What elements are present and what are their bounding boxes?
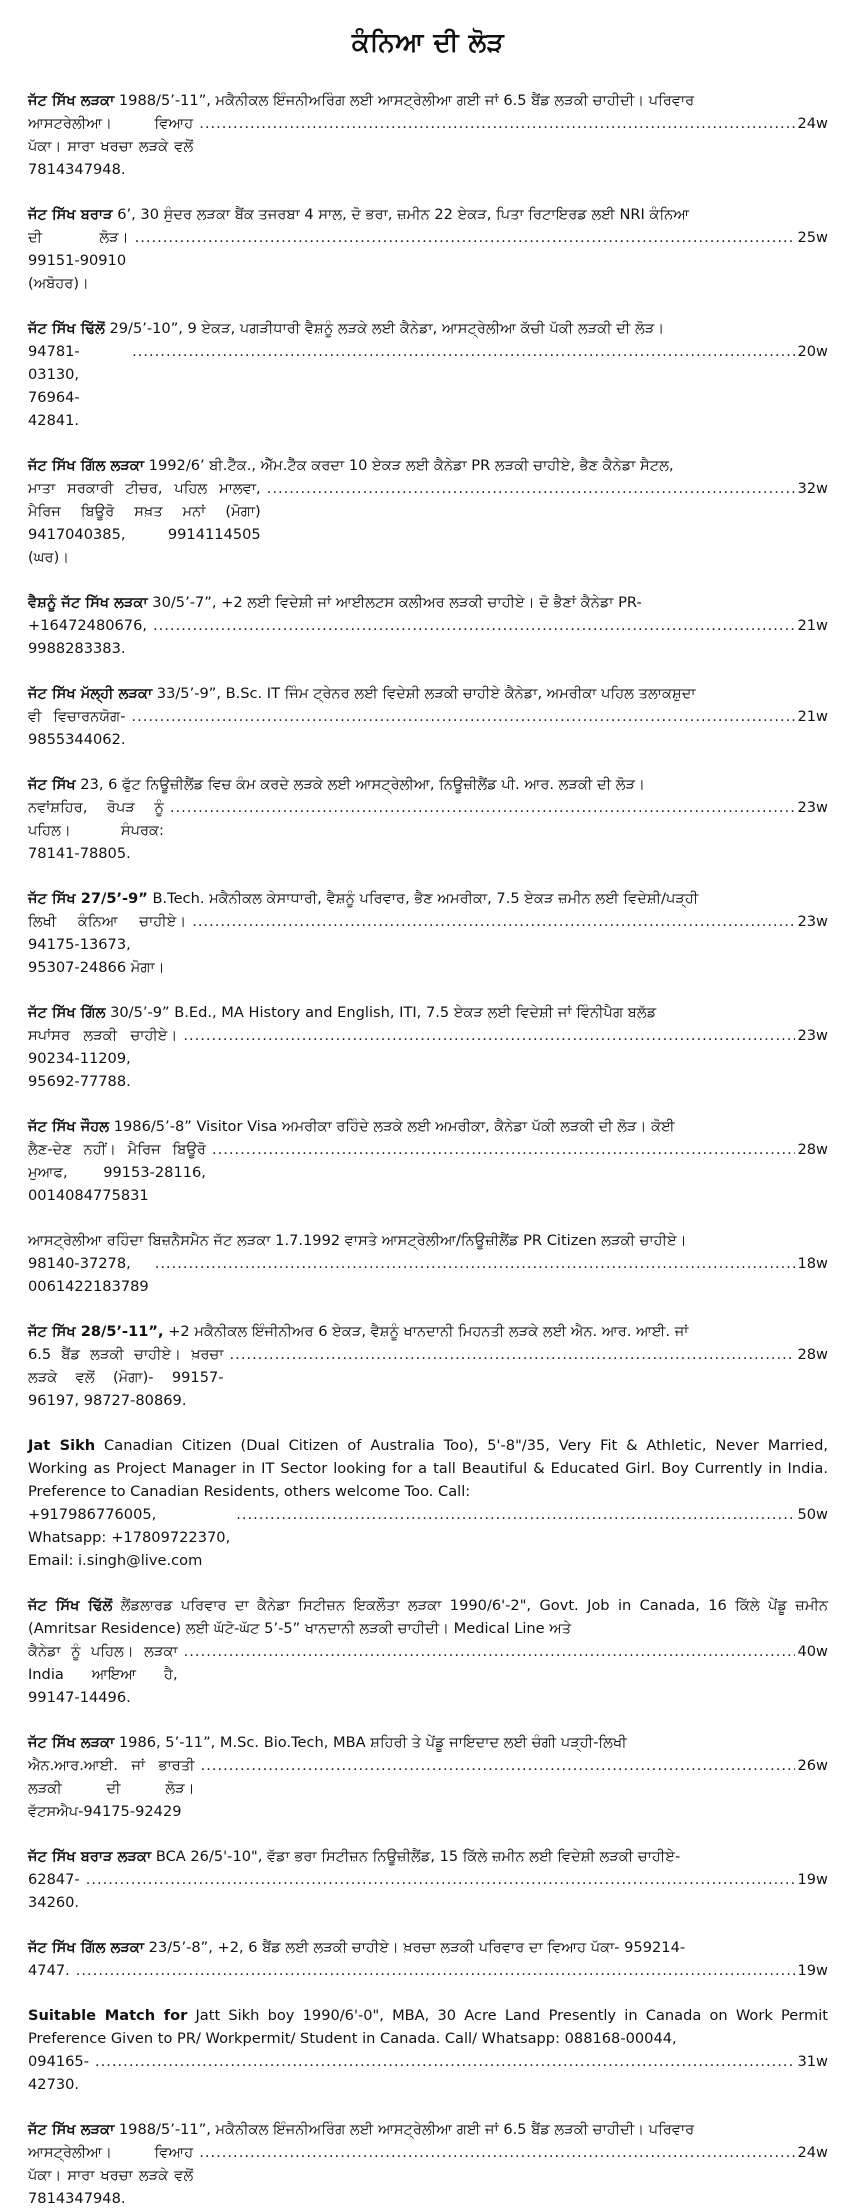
classified-ad xyxy=(28,1434,828,1572)
ad-footer xyxy=(28,910,828,979)
ad-code: 20w xyxy=(797,343,828,360)
ad-footer xyxy=(28,340,828,432)
dot-leader xyxy=(183,1024,795,1047)
ad-footer xyxy=(28,1754,828,1823)
ad-code: 26w xyxy=(797,1757,828,1774)
dot-leader xyxy=(236,1503,795,1526)
ad-text xyxy=(28,591,828,614)
classified-ad xyxy=(28,1731,828,1823)
ad-text xyxy=(28,317,828,340)
ad-contact: ਵੀ ਵਿਚਾਰਨਯੋਗ- 9855344062. xyxy=(28,708,131,748)
classified-ad xyxy=(28,1594,828,1709)
ad-lead: ਜੱਟ ਸਿੱਖ ਲੜਕਾ xyxy=(28,92,115,109)
dot-leader xyxy=(184,1640,796,1663)
ad-lead: ਜੱਟ ਸਿੱਖ ਬਰਾੜ xyxy=(28,206,113,223)
ad-code: 28w xyxy=(797,1141,828,1158)
ad-body: 30/5’-7”, +2 ਲਈ ਵਿਦੇਸ਼ੀ ਜਾਂ ਆਈਲਟਸ ਕਲੀਅਰ ਲੜਕੀ ਚਾਹੀਏ। ਦੋ ਭੈਣਾਂ ਕੈਨੇਡਾ PR- xyxy=(147,594,642,611)
dot-leader xyxy=(86,1868,796,1891)
ad-lead: ਜੱਟ ਸਿੱਖ 27/5’-9” xyxy=(28,890,148,907)
ad-contact: ਐਨ.ਆਰ.ਆਈ. ਜਾਂ ਭਾਰਤੀ ਲੜਕੀ ਦੀ ਲੋੜ। ਵੱਟਸਐਪ-94175-92429 xyxy=(28,1757,200,1820)
classified-ad xyxy=(28,454,828,569)
ad-footer xyxy=(28,1024,828,1093)
ad-code: 28w xyxy=(797,1346,828,1363)
dot-leader xyxy=(230,1343,796,1366)
ad-contact: +917986776005, Whatsapp: +17809722370, Email: i.singh@live.com xyxy=(28,1506,235,1569)
ad-text xyxy=(28,1936,828,1959)
ad-code: 21w xyxy=(797,617,828,634)
classified-ad xyxy=(28,1001,828,1093)
ad-contact: ਆਸਟਰੇਲੀਆ। ਵਿਆਹ ਪੱਕਾ। ਸਾਰਾ ਖਰਚਾ ਲੜਕੇ ਵਲੋਂ 7814347948. xyxy=(28,115,198,178)
classified-ad xyxy=(28,773,828,865)
ad-code: 24w xyxy=(797,2144,828,2161)
ad-contact: 98140-37278, 0061422183789 xyxy=(28,1255,149,1295)
dot-leader xyxy=(95,2050,796,2073)
classified-ad xyxy=(28,203,828,295)
ad-text xyxy=(28,454,828,477)
ad-contact: ਆਸਟ੍ਰੇਲੀਆ। ਵਿਆਹ ਪੱਕਾ। ਸਾਰਾ ਖਰਚਾ ਲੜਕੇ ਵਲੋਂ 7814347948. xyxy=(28,2144,198,2207)
ad-lead: ਜੱਟ ਸਿੱਖ ਬਰਾੜ ਲੜਕਾ xyxy=(28,1848,152,1865)
ad-footer xyxy=(28,614,828,660)
ad-body: B.Tech. ਮਕੈਨੀਕਲ ਕੇਸਾਧਾਰੀ, ਵੈਸ਼ਨੂੰ ਪਰਿਵਾਰ, ਭੈਣ ਅਮਰੀਕਾ, 7.5 ਏਕੜ ਜ਼ਮੀਨ ਲਈ ਵਿਦੇਸ਼ੀ/ਪੜ੍ਹੀ xyxy=(147,890,699,907)
ad-lead: ਵੈਸ਼ਨੂੰ ਜੱਟ ਸਿੱਖ ਲੜਕਾ xyxy=(28,594,148,611)
ad-code: 18w xyxy=(797,1255,828,1272)
ad-code: 25w xyxy=(797,229,828,246)
ad-text xyxy=(28,1594,828,1640)
dot-leader xyxy=(76,1959,796,1982)
ad-footer xyxy=(28,112,828,181)
classified-ad xyxy=(28,2004,828,2096)
dot-leader xyxy=(153,614,795,637)
ad-contact: 62847-34260. xyxy=(28,1871,80,1911)
ad-footer xyxy=(28,796,828,865)
ad-lead: Suitable Match for xyxy=(28,2007,188,2024)
ad-text xyxy=(28,1731,828,1754)
ad-body: ਲੈਂਡਲਾਰਡ ਪਰਿਵਾਰ ਦਾ ਕੈਨੇਡਾ ਸਿਟੀਜ਼ਨ ਇਕਲੌਤਾ ਲੜਕਾ 1990/6'-2", Govt. Job in Canada, 16 ਕਿੱਲੇ ਪੇਂਡੂ ਜ਼ਮੀਨ (Amritsar Residence) ਲਈ ਘੱਟੋ-ਘੱਟ 5’-5” ਖਾਨਦਾਨੀ ਲੜਕੀ ਚਾਹੀਦੀ। Medical Line ਅਤੇ xyxy=(28,1597,829,1637)
classified-ad xyxy=(28,2118,828,2210)
ad-body: 29/5’-10”, 9 ਏਕੜ, ਪਗੜੀਧਾਰੀ ਵੈਸ਼ਨੂੰ ਲੜਕੇ ਲਈ ਕੈਨੇਡਾ, ਆਸਟ੍ਰੇਲੀਆ ਕੱਚੀ ਪੱਕੀ ਲੜਕੀ ਦੀ ਲੋੜ। xyxy=(104,320,665,337)
ad-text xyxy=(28,887,828,910)
ad-body: 1988/5’-11”, ਮਕੈਨੀਕਲ ਇੰਜਨੀਅਰਿੰਗ ਲਈ ਆਸਟ੍ਰੇਲੀਆ ਗਈ ਜਾਂ 6.5 ਬੈਂਡ ਲੜਕੀ ਚਾਹੀਦੀ। ਪਰਿਵਾਰ xyxy=(114,92,695,109)
ad-lead: ਜੱਟ ਸਿੱਖ ਲੜਕਾ xyxy=(28,2121,115,2138)
ad-code: 23w xyxy=(797,799,828,816)
dot-leader xyxy=(155,1252,796,1275)
ad-lead: ਜੱਟ ਸਿੱਖ 28/5’-11”, xyxy=(28,1323,164,1340)
ad-text xyxy=(28,773,828,796)
dot-leader xyxy=(131,705,795,728)
ad-contact: 094165-42730. xyxy=(28,2053,89,2093)
ad-body: ਆਸਟ੍ਰੇਲੀਆ ਰਹਿੰਦਾ ਬਿਜ਼ਨੈਸਮੈਨ ਜੱਟ ਲੜਕਾ 1.7.1992 ਵਾਸਤੇ ਆਸਟ੍ਰੇਲੀਆ/ਨਿਊਜ਼ੀਲੈਂਡ PR Citizen ਲੜਕੀ ਚਾਹੀਏ। xyxy=(28,1232,687,1249)
ad-lead: Jat Sikh xyxy=(28,1437,96,1454)
ad-text xyxy=(28,2118,828,2141)
ad-text xyxy=(28,89,828,112)
ad-footer xyxy=(28,1343,828,1412)
ad-lead: ਜੱਟ ਸਿੱਖ ਮੱਲ੍ਹੀ ਲੜਕਾ xyxy=(28,685,153,702)
ad-body: 1986, 5’-11”, M.Sc. Bio.Tech, MBA ਸ਼ਹਿਰੀ ਤੇ ਪੇਂਡੂ ਜਾਇਦਾਦ ਲਈ ਚੰਗੀ ਪੜ੍ਹੀ-ਲਿਖੀ xyxy=(114,1734,627,1751)
ad-footer xyxy=(28,477,828,569)
ad-footer xyxy=(28,1503,828,1572)
ad-body: 23/5’-8”, +2, 6 ਬੈਂਡ ਲਈ ਲੜਕੀ ਚਾਹੀਏ। ਖ਼ਰਚਾ ਲੜਕੀ ਪਰਿਵਾਰ ਦਾ ਵਿਆਹ ਪੱਕਾ- 959214- xyxy=(144,1939,686,1956)
ad-lead: ਜੱਟ ਸਿੱਖ ਗਿੱਲ xyxy=(28,1004,106,1021)
ad-code: 32w xyxy=(797,480,828,497)
ad-body: 30/5’-9” B.Ed., MA History and English, ITI, 7.5 ਏਕੜ ਲਈ ਵਿਦੇਸ਼ੀ ਜਾਂ ਵਿੰਨੀਪੈਗ ਬਲੱਡ xyxy=(105,1004,657,1021)
ad-contact: 94781-03130, 76964-42841. xyxy=(28,343,84,429)
ad-code: 23w xyxy=(797,1027,828,1044)
ad-list xyxy=(28,89,828,2210)
ad-body: 1992/6’ ਬੀ.ਟੈੱਕ., ਐੱਮ.ਟੈੱਕ ਕਰਦਾ 10 ਏਕੜ ਲਈ ਕੈਨੇਡਾ PR ਲੜਕੀ ਚਾਹੀਏ, ਭੈਣ ਕੈਨੇਡਾ ਸੈਟਲ, xyxy=(144,457,674,474)
ad-text xyxy=(28,203,828,226)
ad-body: Jatt Sikh boy 1990/6'-0", MBA, 30 Acre Land Presently in Canada on Work Permit Preference Given to PR/ Workpermit/ Student in Canada. Call/ Whatsapp: 088168-00044, xyxy=(28,2007,828,2047)
classified-ad xyxy=(28,89,828,181)
ad-text xyxy=(28,1115,828,1138)
ad-body: Canadian Citizen (Dual Citizen of Australia Too), 5'-8"/35, Very Fit & Athletic, Never Married, Working as Project Manager in IT Sector looking for a tall Beautiful & Educated Girl. Boy Currently in India. Preference to Canadian Residents, others welcome Too. Call: xyxy=(28,1437,828,1500)
ad-contact: ਦੀ ਲੋੜ। 99151-90910 (ਅਬੋਹਰ)। xyxy=(28,229,134,292)
classified-ad xyxy=(28,1229,828,1298)
ad-contact: 4747. xyxy=(28,1962,70,1979)
dot-leader xyxy=(132,340,795,363)
ad-code: 19w xyxy=(797,1871,828,1888)
classified-ad xyxy=(28,1320,828,1412)
ad-body: 33/5’-9”, B.Sc. IT ਜਿੰਮ ਟ੍ਰੇਨਰ ਲਈ ਵਿਦੇਸ਼ੀ ਲੜਕੀ ਚਾਹੀਏ ਕੈਨੇਡਾ, ਅਮਰੀਕਾ ਪਹਿਲ ਤਲਾਕਸ਼ੁਦਾ xyxy=(152,685,696,702)
ad-code: 19w xyxy=(797,1962,828,1979)
ad-footer xyxy=(28,705,828,751)
ad-text xyxy=(28,2004,828,2050)
ad-footer xyxy=(28,1959,828,1982)
ad-contact: ਮਾਤਾ ਸਰਕਾਰੀ ਟੀਚਰ, ਪਹਿਲ ਮਾਲਵਾ, ਮੈਰਿਜ ਬਿਊਰੋ ਸਖ਼ਤ ਮਨਾਂ (ਮੋਗਾ) 9417040385, 9914114505 (ਘਰ)। xyxy=(28,480,266,566)
ad-contact: ਲਿਖੀ ਕੰਨਿਆ ਚਾਹੀਏ। 94175-13673, 95307-24866 ਮੋਗਾ। xyxy=(28,913,191,976)
dot-leader xyxy=(170,796,796,819)
dot-leader xyxy=(192,910,795,933)
classified-ad xyxy=(28,1115,828,1207)
ad-code: 23w xyxy=(797,913,828,930)
ad-lead: ਜੱਟ ਸਿੱਖ ਢਿੱਲੋਂ xyxy=(28,1597,113,1614)
ad-body: 6’, 30 ਸੁੰਦਰ ਲੜਕਾ ਬੈਂਕ ਤਜਰਬਾ 4 ਸਾਲ, ਦੋ ਭਰਾ, ਜ਼ਮੀਨ 22 ਏਕੜ, ਪਿਤਾ ਰਿਟਾਇਰਡ ਲਈ NRI ਕੰਨਿਆ xyxy=(112,206,690,223)
ad-lead: ਜੱਟ ਸਿੱਖ ਗਿੱਲ ਲੜਕਾ xyxy=(28,1939,145,1956)
classified-ad xyxy=(28,317,828,432)
ad-body: 23, 6 ਫੁੱਟ ਨਿਊਜ਼ੀਲੈਂਡ ਵਿਚ ਕੰਮ ਕਰਦੇ ਲੜਕੇ ਲਈ ਆਸਟ੍ਰੇਲੀਆ, ਨਿਊਜ਼ੀਲੈਂਡ ਪੀ. ਆਰ. ਲੜਕੀ ਦੀ ਲੋੜ। xyxy=(75,776,645,793)
ad-footer xyxy=(28,1868,828,1914)
classified-ad xyxy=(28,591,828,660)
ad-lead: ਜੱਟ ਸਿੱਖ ਢਿੱਲੋਂ xyxy=(28,320,105,337)
ad-code: 50w xyxy=(797,1506,828,1523)
dot-leader xyxy=(267,477,796,500)
ad-text xyxy=(28,1845,828,1868)
ad-text xyxy=(28,1001,828,1024)
ad-code: 21w xyxy=(797,708,828,725)
ad-footer xyxy=(28,1138,828,1207)
ad-body: 1988/5’-11”, ਮਕੈਨੀਕਲ ਇੰਜਨੀਅਰਿੰਗ ਲਈ ਆਸਟ੍ਰੇਲੀਆ ਗਈ ਜਾਂ 6.5 ਬੈਂਡ ਲੜਕੀ ਚਾਹੀਦੀ। ਪਰਿਵਾਰ xyxy=(114,2121,695,2138)
dot-leader xyxy=(199,112,795,135)
ad-lead: ਜੱਟ ਸਿੱਖ ਲੜਕਾ xyxy=(28,1734,115,1751)
classified-ad xyxy=(28,887,828,979)
ad-text xyxy=(28,1434,828,1503)
page-title: ਕੰਨਿਆ ਦੀ ਲੋੜ xyxy=(351,28,505,58)
dot-leader xyxy=(212,1138,796,1161)
ad-contact: +16472480676, 9988283383. xyxy=(28,617,152,657)
ad-code: 40w xyxy=(797,1643,828,1660)
ad-footer xyxy=(28,1252,828,1298)
ad-contact: 6.5 ਬੈਂਡ ਲੜਕੀ ਚਾਹੀਏ। ਖ਼ਰਚਾ ਲੜਕੇ ਵਲੋਂ (ਮੋਗਾ)- 99157-96197, 98727-80869. xyxy=(28,1346,229,1409)
ad-footer xyxy=(28,1640,828,1709)
ad-lead: ਜੱਟ ਸਿੱਖ ਜੌਹਲ xyxy=(28,1118,110,1135)
ad-contact: ਸਪਾਂਸਰ ਲੜਕੀ ਚਾਹੀਏ। 90234-11209, 95692-77788. xyxy=(28,1027,182,1090)
ad-contact: ਕੈਨੇਡਾ ਨੂੰ ਪਹਿਲ। ਲੜਕਾ India ਆਇਆ ਹੈ, 99147-14496. xyxy=(28,1643,183,1706)
ad-text xyxy=(28,682,828,705)
ad-contact: ਨਵਾਂਸ਼ਹਿਰ, ਰੋਪੜ ਨੂੰ ਪਹਿਲ। ਸੰਪਰਕ: 78141-78805. xyxy=(28,799,169,862)
ad-footer xyxy=(28,2050,828,2096)
ad-lead: ਜੱਟ ਸਿੱਖ xyxy=(28,776,76,793)
classified-ad xyxy=(28,1936,828,1982)
ad-body: 1986/5’-8” Visitor Visa ਅਮਰੀਕਾ ਰਹਿੰਦੇ ਲੜਕੇ ਲਈ ਅਮਰੀਕਾ, ਕੈਨੇਡਾ ਪੱਕੀ ਲੜਕੀ ਦੀ ਲੋੜ। ਕੋਈ xyxy=(109,1118,675,1135)
ad-contact: ਲੈਣ-ਦੇਣ ਨਹੀਂ। ਮੈਰਿਜ ਬਿਊਰੋ ਮੁਆਫ, 99153-28116, 0014084775831 xyxy=(28,1141,211,1204)
dot-leader xyxy=(199,2141,795,2164)
ad-code: 31w xyxy=(797,2053,828,2070)
ad-body: BCA 26/5'-10", ਵੱਡਾ ਭਰਾ ਸਿਟੀਜ਼ਨ ਨਿਊਜ਼ੀਲੈਂਡ, 15 ਕਿੱਲੇ ਜ਼ਮੀਨ ਲਈ ਵਿਦੇਸ਼ੀ ਲੜਕੀ ਚਾਹੀਏ- xyxy=(151,1848,681,1865)
ad-body: +2 ਮਕੈਨੀਕਲ ਇੰਜੀਨੀਅਰ 6 ਏਕੜ, ਵੈਸ਼ਨੂੰ ਖਾਨਦਾਨੀ ਮਿਹਨਤੀ ਲੜਕੇ ਲਈ ਐਨ. ਆਰ. ਆਈ. ਜਾਂ xyxy=(163,1323,689,1340)
dot-leader xyxy=(135,226,796,249)
ad-text xyxy=(28,1320,828,1343)
classified-ad xyxy=(28,682,828,751)
dot-leader xyxy=(201,1754,796,1777)
classified-ad xyxy=(28,1845,828,1914)
ad-footer xyxy=(28,226,828,295)
ad-code: 24w xyxy=(797,115,828,132)
ad-footer xyxy=(28,2141,828,2210)
ad-text xyxy=(28,1229,828,1252)
ad-lead: ਜੱਟ ਸਿੱਖ ਗਿੱਲ ਲੜਕਾ xyxy=(28,457,145,474)
